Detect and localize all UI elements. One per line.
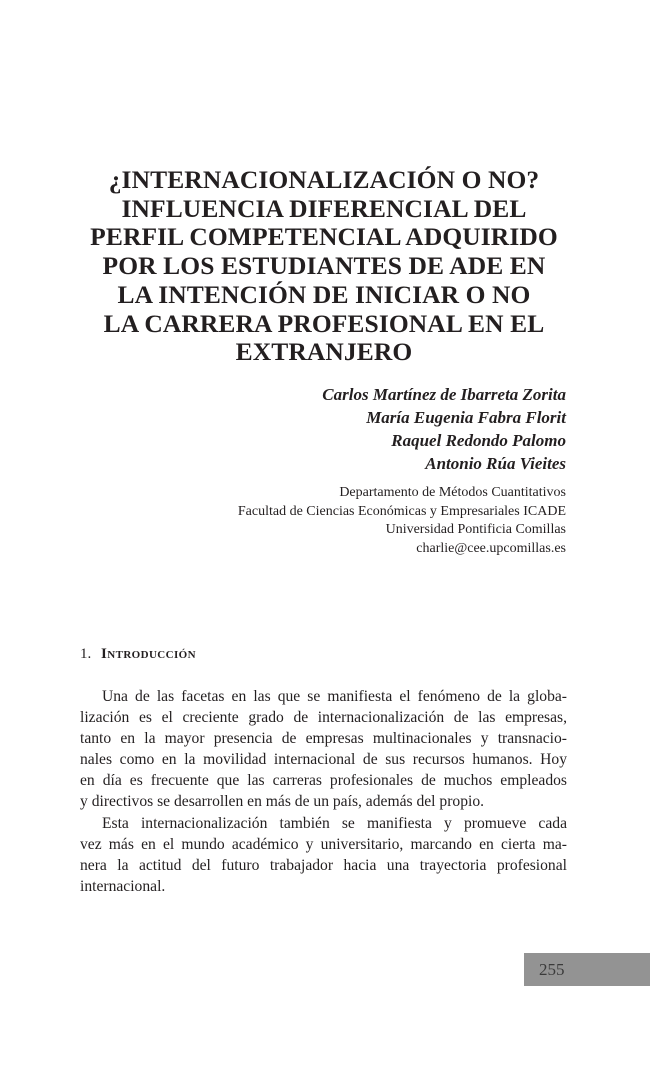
author-name: Raquel Redondo Palomo xyxy=(391,431,566,450)
text-line: tanto en la mayor presencia de empresas multinacionales y transnacio- xyxy=(80,730,567,748)
section-number: 1. xyxy=(80,646,92,662)
contact-email: charlie@cee.upcomillas.es xyxy=(416,540,566,556)
title-line: INFLUENCIA DIFERENCIAL DEL xyxy=(121,193,527,223)
section-heading xyxy=(80,644,196,664)
title-line: POR LOS ESTUDIANTES DE ADE EN xyxy=(102,251,546,281)
article-title xyxy=(70,166,578,367)
page-number: 255 xyxy=(524,953,650,986)
paragraph xyxy=(80,686,567,813)
title-line: ¿INTERNACIONALIZACIÓN O NO? xyxy=(108,165,540,194)
title-line: EXTRANJERO xyxy=(235,337,413,367)
body-text xyxy=(80,686,567,897)
text-line: internacional. xyxy=(80,877,166,895)
faculty: Facultad de Ciencias Económicas y Empresariales ICADE xyxy=(237,503,566,519)
affiliation-block xyxy=(238,484,566,558)
section-title: Introducción xyxy=(101,646,196,662)
text-line: en día es frecuente que las carreras profesionales de muchos empleados xyxy=(80,772,567,790)
paragraph xyxy=(80,813,567,897)
department: Departamento de Métodos Cuantitativos xyxy=(339,485,566,500)
university: Universidad Pontificia Comillas xyxy=(385,522,566,537)
author-list xyxy=(322,383,566,475)
text-line: lización es el creciente grado de internacionalización de las empresas, xyxy=(80,709,567,727)
title-line: LA INTENCIÓN DE INICIAR O NO xyxy=(117,279,531,309)
author-name: María Eugenia Fabra Florit xyxy=(366,408,566,427)
text-line: Esta internacionalización también se manifiesta y promueve cada xyxy=(102,814,567,832)
author-name: Carlos Martínez de Ibarreta Zorita xyxy=(322,385,566,404)
text-line: Una de las facetas en las que se manifiesta el fenómeno de la globa- xyxy=(102,688,567,705)
text-line: nales como en la movilidad internacional de sus recursos humanos. Hoy xyxy=(80,751,567,769)
text-line: nera la actitud del futuro trabajador hacia una trayectoria profesional xyxy=(80,856,567,874)
text-line: vez más en el mundo académico y universitario, marcando en cierta ma- xyxy=(80,835,567,853)
title-line: PERFIL COMPETENCIAL ADQUIRIDO xyxy=(90,222,558,252)
author-name: Antonio Rúa Vieites xyxy=(425,454,566,473)
text-line: y directivos se desarrollen en más de un país, además del propio. xyxy=(80,793,485,811)
title-line: LA CARRERA PROFESIONAL EN EL xyxy=(103,308,545,338)
